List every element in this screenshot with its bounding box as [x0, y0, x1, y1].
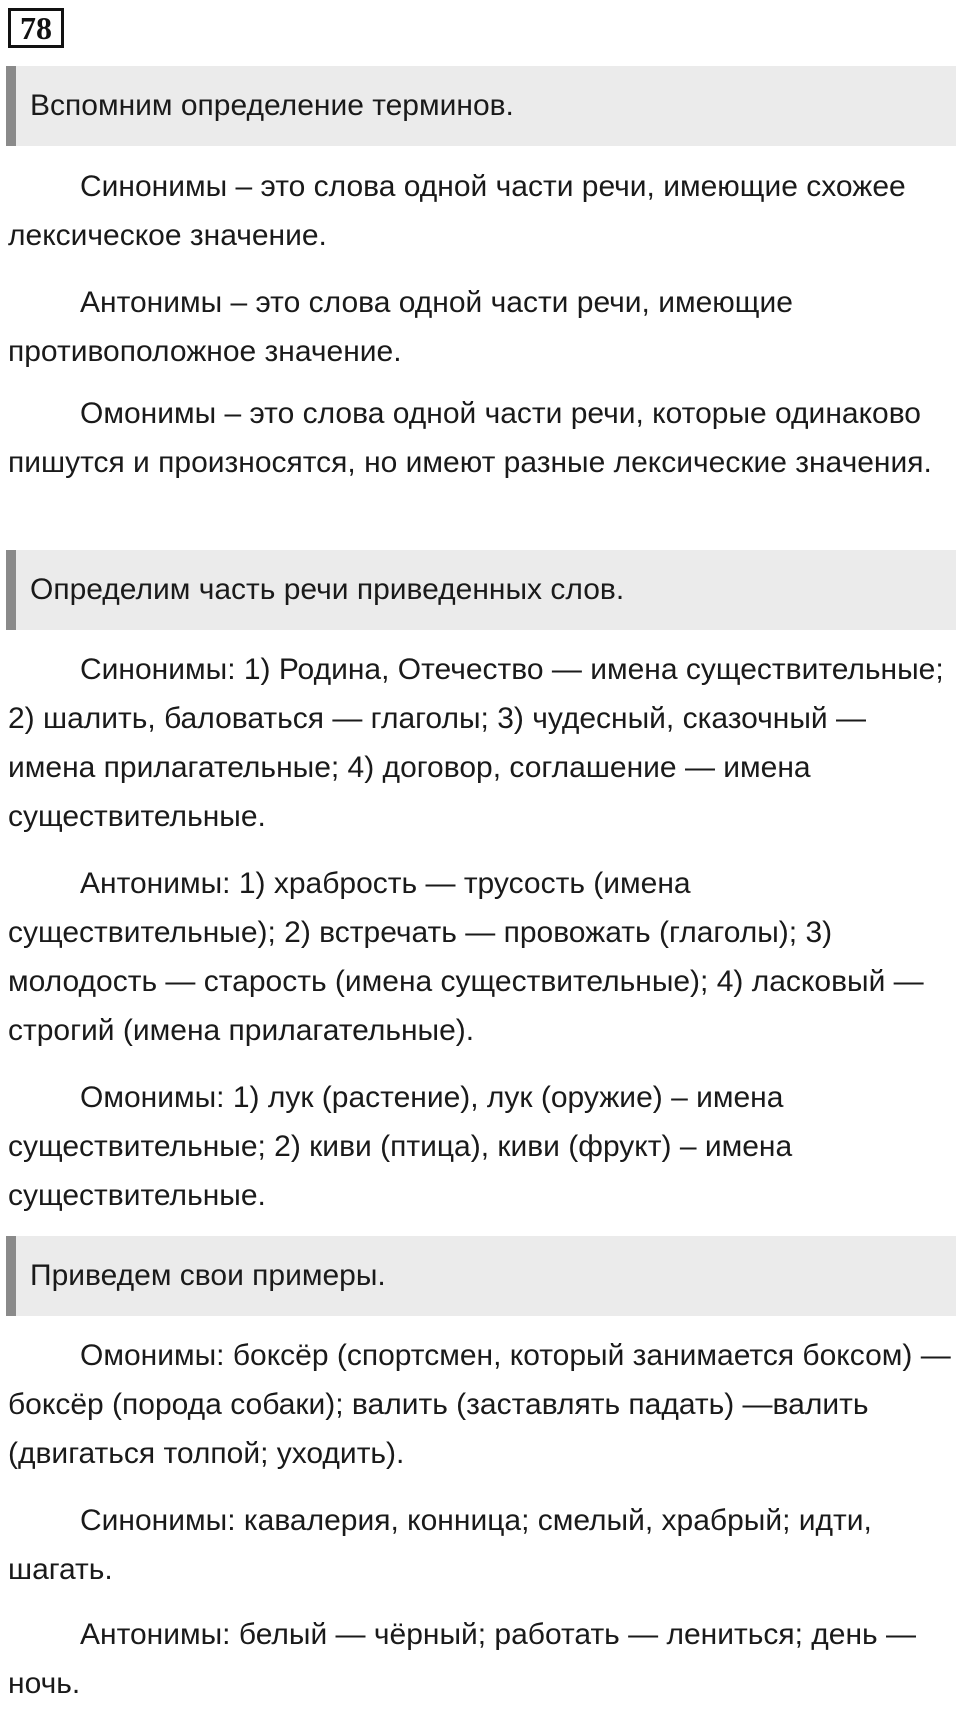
paragraph-synonyms-examples: Синонимы: кавалерия, конница; смелый, храбрый; идти, шагать.: [8, 1504, 872, 1586]
task-number-badge: 78: [8, 8, 64, 48]
paragraph-antonyms-definition: Антонимы – это слова одной части речи, имеющие противоположное значение.: [8, 286, 793, 368]
paragraph-synonyms-parts: Синонимы: 1) Родина, Отечество — имена существительные; 2) шалить, баловаться — глаголы; 3) чудесный, сказочный — имена прилагательные; 4) договор, соглашение — имена существительные.: [8, 653, 944, 833]
paragraph-antonyms-parts: Антонимы: 1) храбрость — трусость (имена существительные); 2) встречать — провожать (глаголы); 3) молодость — старость (имена существительные); 4) ласковый — строгий (имена прилагательные).: [8, 867, 924, 1047]
paragraph-homonyms-parts: Омонимы: 1) лук (растение), лук (оружие) – имена существительные; 2) киви (птица), киви (фрукт) – имена существительные.: [8, 1081, 793, 1212]
paragraph-homonyms-examples: Омонимы: боксёр (спортсмен, который занимается боксом) — боксёр (порода собаки); валить (заставлять падать) —валить (двигаться толпой; уходить).: [8, 1339, 951, 1470]
section-header-examples: Приведем свои примеры.: [6, 1236, 956, 1316]
paragraph-synonyms-definition: Синонимы – это слова одной части речи, имеющие схожее лексическое значение.: [8, 170, 906, 252]
section-header-definitions: Вспомним определение терминов.: [6, 66, 956, 146]
paragraph-antonyms-examples: Антонимы: белый — чёрный; работать — лениться; день — ночь.: [8, 1618, 917, 1700]
paragraph-homonyms-definition: Омонимы – это слова одной части речи, которые одинаково пишутся и произносятся, но имеют разные лексические значения.: [8, 397, 932, 479]
section-header-parts-of-speech: Определим часть речи приведенных слов.: [6, 550, 956, 630]
